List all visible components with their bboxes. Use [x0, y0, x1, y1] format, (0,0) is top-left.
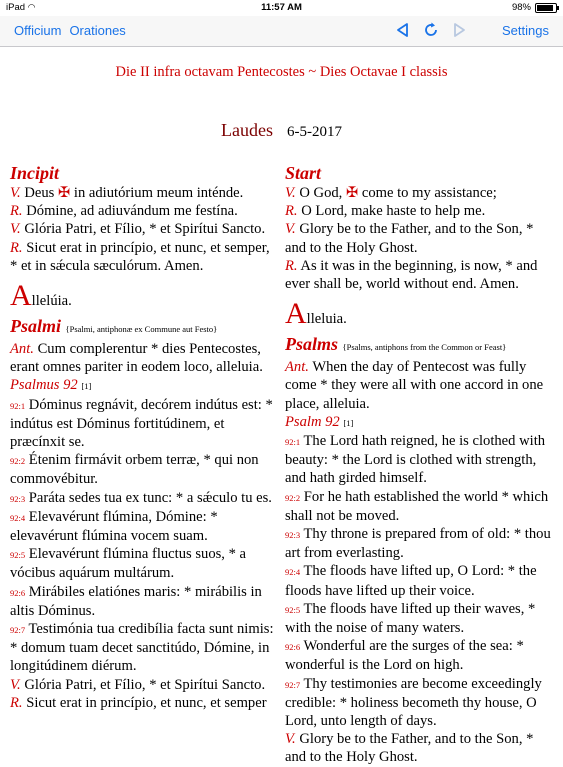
battery-icon — [535, 3, 557, 13]
section-psalmi: Psalmi {Psalmi, antiphonæ ex Commune aut Festo} — [10, 316, 218, 337]
versicle: V. O God, ✠ come to my assistance; — [285, 185, 497, 201]
psalm-verse: 92:5 Elevavérunt flúmina fluctus suos, * a vócibus aquárum multárum. — [10, 546, 247, 582]
navigation-bar — [0, 16, 563, 47]
versicle: V. Glória Patri, et Fílio, * et Spirítui Sancto. — [10, 676, 266, 693]
versicle: V. Glória Patri, et Fílio, * et Spirítui Sancto. — [10, 221, 266, 238]
psalm-verse: 92:1 The Lord hath reigned, he is clothed with beauty: * the Lord is clothed with strength, and hath girded himself. — [285, 433, 546, 487]
response: R. Sicut erat in princípio, et nunc, et semper, * et in sǽcula sæculórum. Amen. — [10, 239, 270, 274]
psalm-verses — [10, 396, 278, 676]
psalm-verse: 92:3 Paráta sedes tua ex tunc: * a sǽculo tu es. — [10, 489, 272, 506]
hour-name: Laudes — [221, 120, 273, 140]
psalm-verse: 92:1 Dóminus regnávit, decórem indútus est: * indútus est Dóminus fortitúdinem, et præcínxit se. — [10, 396, 273, 451]
antiphon: Ant. When the day of Pentecost was fully come * they were all with one accord in one place, alleluia. — [285, 359, 544, 412]
officium-button[interactable]: Officium — [14, 23, 62, 38]
settings-button[interactable]: Settings — [502, 23, 549, 38]
orationes-button[interactable]: Orationes — [69, 23, 126, 38]
clock: 11:57 AM — [261, 2, 302, 13]
response: R. As it was in the beginning, is now, * and ever shall be, world without end. Amen. — [285, 257, 538, 293]
versicle: V. Deus ✠ in adiutórium meum inténde. — [10, 185, 244, 201]
refresh-icon[interactable] — [422, 21, 440, 39]
wifi-icon: ◠ — [27, 2, 36, 12]
battery-percent: 98% — [511, 2, 531, 13]
response: R. Dómine, ad adiuvándum me festína. — [10, 203, 238, 220]
status-bar — [0, 0, 563, 16]
psalm-verse: 92:7 Testimónia tua credibília facta sunt nimis: * domum tuam decet sanctitúdo, Dómine, in longitúdinem diérum. — [10, 621, 274, 675]
forward-triangle-icon[interactable] — [450, 21, 468, 39]
english-column — [285, 160, 553, 767]
alleluia: Allelúia. — [10, 279, 72, 313]
psalm-title: Psalm 92 [1] — [285, 413, 354, 430]
psalm-verse: 92:2 For he hath established the world * which shall not be moved. — [285, 488, 549, 524]
psalm-verse: 92:5 The floods have lifted up their waves, * with the noise of many waters. — [285, 600, 536, 637]
day-title: Die II infra octavam Pentecostes ~ Dies Octavae I classis — [115, 64, 448, 80]
cross-icon: ✠ — [345, 185, 359, 201]
psalm-verse: 92:4 Elevavérunt flúmina, Dómine: * elevavérunt flúmina vocem suam. — [10, 508, 218, 545]
section-psalms: Psalms {Psalms, antiphons from the Common or Feast} — [285, 334, 507, 355]
device-label: iPad ◠ — [6, 2, 36, 13]
alleluia: Alleluia. — [285, 297, 347, 331]
psalm-verse: 92:6 Wonderful are the surges of the sea: * wonderful is the Lord on high. — [285, 638, 524, 674]
section-incipit: Incipit — [10, 163, 60, 183]
versicle: V. Glory be to the Father, and to the Son, * and to the Holy Ghost. — [285, 221, 534, 256]
section-start: Start — [285, 163, 322, 183]
psalm-verse: 92:7 Thy testimonies are become exceedingly credible: * holiness becometh thy house, O Lord, unto length of days. — [285, 675, 542, 730]
psalm-verse: 92:3 Thy throne is prepared from of old: * thou art from everlasting. — [285, 526, 551, 562]
psalm-title: Psalmus 92 [1] — [10, 377, 92, 394]
response: R. O Lord, make haste to help me. — [285, 203, 486, 220]
cross-icon: ✠ — [58, 185, 71, 201]
antiphon: Ant. Cum complerentur * dies Pentecostes, erant omnes pariter in eodem loco, alleluia. — [10, 341, 263, 376]
hour-date: 6-5-2017 — [286, 124, 342, 140]
back-triangle-icon[interactable] — [394, 21, 412, 39]
psalm-verse: 92:4 The floods have lifted up, O Lord: * the floods have lifted up their voice. — [285, 563, 537, 599]
response: R. Sicut erat in princípio, et nunc, et semper — [10, 694, 267, 711]
psalm-verse: 92:2 Étenim firmávit orbem terræ, * qui non commovébitur. — [10, 452, 259, 488]
versicle: V. Glory be to the Father, and to the Son, * and to the Holy Ghost. — [285, 731, 534, 766]
psalm-verses — [285, 432, 553, 730]
hour-header — [0, 120, 563, 141]
latin-column — [10, 160, 278, 712]
battery-status — [512, 2, 557, 13]
psalm-verse: 92:6 Mirábiles elatiónes maris: * mirábilis in altis Dóminus. — [10, 583, 262, 619]
